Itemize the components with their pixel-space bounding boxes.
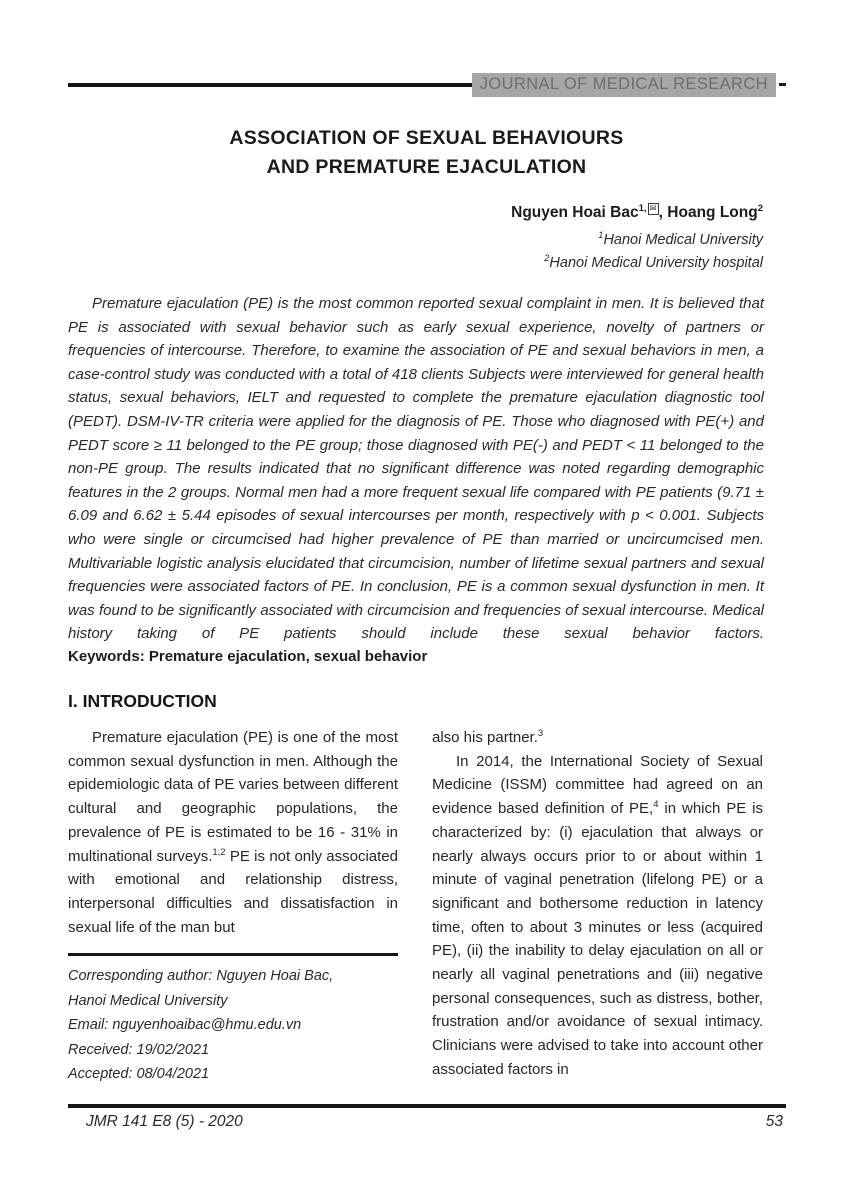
- journal-name: JOURNAL OF MEDICAL RESEARCH: [479, 74, 768, 93]
- citation-ref-3: 3: [537, 728, 544, 739]
- correspondence-email-line: Email: nguyenhoaibac@hmu.edu.vn: [68, 1017, 302, 1034]
- author-1-name: Nguyen Hoai Bac: [511, 204, 639, 221]
- accepted-date-line: Accepted: 08/04/2021: [68, 1066, 210, 1083]
- right-column: [432, 726, 763, 1087]
- journal-name-banner: [472, 73, 776, 97]
- two-column-body: [68, 726, 763, 1087]
- intro-paragraph-2: [432, 750, 763, 1082]
- received-date-line: Received: 19/02/2021: [68, 1041, 210, 1058]
- author-2-superscript: 2: [757, 202, 763, 214]
- author-1-superscript: 1,: [638, 202, 647, 214]
- page-footer: [68, 1104, 786, 1131]
- intro-p1-text-cont: PE is not only associated with emotional and relationship distress, interpersonal difficulties and dissatisfaction in sexual life of the man but: [68, 847, 398, 936]
- journal-issue-info: JMR 141 E8 (5) - 2020: [86, 1113, 243, 1130]
- intro-paragraph-1-continued: [432, 726, 763, 750]
- footer-text-row: [68, 1113, 786, 1131]
- article-title-line1: ASSOCIATION OF SEXUAL BEHAVIOURS: [229, 127, 624, 149]
- correspondence-affiliation-line: Hanoi Medical University: [68, 992, 228, 1009]
- author-block: [511, 204, 763, 275]
- footer-rule: [68, 1104, 786, 1108]
- author-2-name: Hoang Long: [667, 204, 758, 221]
- affiliation-1-superscript: 1: [598, 230, 604, 242]
- intro-p1-text: Premature ejaculation (PE) is one of the most common sexual dysfunction in men. Although the epidemiologic data of PE varies between different cultural and geographic populations, the prevalence of PE is estimated to be 16 - 31% in multinational surveys.: [68, 729, 398, 865]
- affiliation-2-superscript: 2: [544, 253, 550, 265]
- correspondence-block: [68, 953, 398, 1087]
- intro-paragraph-1: [68, 726, 398, 939]
- abstract-paragraph: Premature ejaculation (PE) is the most common reported sexual complaint in men. It is believed that PE is associated with sexual behavior such as early sexual experience, novelty of partners or frequencies of intercourse. Therefore, to examine the association of PE and sexual behaviors in men, a case-control study was conducted with a total of 418 clients Subjects were interviewed for general health status, sexual behaviors, IELT and requested to complete the premature ejaculation diagnostic tool (PEDT). DSM-IV-TR criteria were applied for the diagnosis of PE. Those who diagnosed with PE(+) and PEDT score ≥ 11 belonged to the PE group; those diagnosed with PE(-) and PEDT < 11 belonged to the non-PE group. The results indicated that no significant difference was noted regarding demographic features in the 2 groups. Normal men had a more frequent sexual life compared with PE patients (9.71 ± 6.09 and 6.62 ± 5.44 episodes of sexual intercourses per month, respectively with p < 0.001. Subjects who were single or circumcised had higher prevalence of PE than married or uncircumcised men. Multivariable logistic analysis elucidated that circumcision, number of lifetime sexual partners and sexual frequencies were associated factors of PE. In conclusion, PE is a common sexual dysfunction in men. It was found to be significantly associated with circumcision and frequencies of sexual intercourse. Medical history taking of PE patients should include these sexual behavior factors.: [68, 295, 764, 643]
- header-edge-mark: [779, 83, 786, 86]
- left-column: [68, 726, 398, 1087]
- intro-p1-cont-text: also his partner.: [432, 729, 538, 746]
- author-names: [511, 204, 763, 222]
- section-heading-introduction: I. INTRODUCTION: [68, 691, 217, 711]
- affiliation-1-text: Hanoi Medical University: [603, 232, 763, 248]
- citation-ref-4: 4: [653, 799, 659, 811]
- header-rule: [68, 83, 472, 87]
- keywords-line: Keywords: Premature ejaculation, sexual behavior: [68, 648, 428, 665]
- envelope-icon: ✉: [649, 203, 657, 214]
- article-title: [0, 124, 853, 182]
- page-number: 53: [765, 1113, 783, 1130]
- correspondence-author-line: Corresponding author: Nguyen Hoai Bac,: [68, 968, 334, 985]
- page-header: [68, 73, 786, 96]
- author-separator: ,: [658, 204, 668, 221]
- intro-p2-text: In 2014, the International Society of Sexual Medicine (ISSM) committee had agreed on an evidence based definition of PE,: [432, 752, 763, 818]
- article-title-line2: AND PREMATURE EJACULATION: [266, 156, 587, 178]
- affiliation-2: [511, 252, 763, 275]
- intro-p2-text-cont: in which PE is characterized by: (i) ejaculation that always or nearly always occurs prior to or about within 1 minute of vaginal penetration (lifelong PE) or a significant and bothersome reduction in latency time, often to about 3 minutes or less (acquired PE), (ii) the inability to delay ejaculation on all or nearly all vaginal penetrations and (iii) negative personal consequences, such as distress, bother, frustration and/or avoidance of sexual intimacy. Clinicians were advised to take into account other associated factors in: [432, 800, 763, 1078]
- affiliation-2-text: Hanoi Medical University hospital: [549, 255, 763, 271]
- citation-ref-1-2: 1,2: [212, 846, 226, 858]
- correspondence-divider: [68, 953, 398, 956]
- affiliation-1: [511, 229, 763, 252]
